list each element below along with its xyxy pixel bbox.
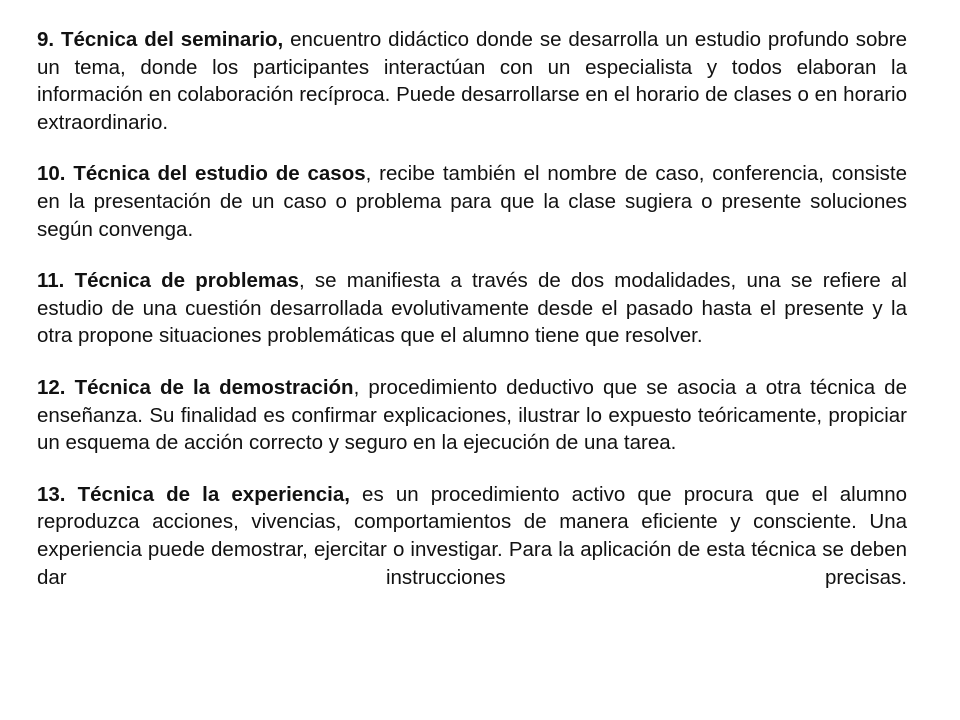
paragraph-tecnica-estudio-casos [37,160,907,243]
paragraph-tecnica-experiencia [37,481,907,591]
text-tecnica-experiencia: es un procedimiento activo que procura que el alumno reproduzca acciones, vivencias, comportamientos de manera eficiente y consciente. Una experiencia puede demostrar, ejercitar o investigar. Para la aplicación de esta técnica se deben dar instrucciones precisas. [37,482,907,589]
paragraph-tecnica-problemas [37,267,907,350]
term-tecnica-estudio-casos: 10. Técnica del estudio de casos [37,162,366,186]
term-tecnica-problemas: 11. Técnica de problemas [37,269,299,293]
text-tecnica-estudio-casos: , recibe también el nombre de caso, conferencia, consiste en la presentación de un caso o problema para que la clase sugiera o presente soluciones según convenga. [37,162,908,241]
term-tecnica-seminario: 9. Técnica del seminario, [37,28,284,51]
text-tecnica-problemas: , se manifiesta a través de dos modalidades, una se refiere al estudio de una cuestión desarrollada evolutivamente desde el pasado hasta el presente y la otra propone situaciones problemáticas que el alumno tiene que resolver. [37,269,907,348]
term-tecnica-experiencia: 13. Técnica de la experiencia, [37,482,350,506]
paragraph-tecnica-demostracion [37,374,907,457]
text-tecnica-seminario: encuentro didáctico donde se desarrolla un estudio profundo sobre un tema, donde los participantes interactúan con un especialista y todos elaboran la información en colaboración recíproca. Puede desarrollarse en el horario de clases o en horario extraordinario. [37,28,908,134]
slide-content [37,26,907,615]
paragraph-tecnica-seminario [37,26,907,136]
text-tecnica-demostracion: , procedimiento deductivo que se asocia a otra técnica de enseñanza. Su finalidad es confirmar explicaciones, ilustrar lo expuesto teóricamente, propiciar un esquema de acción correcto y seguro en la ejecución de una tarea. [37,375,907,455]
term-tecnica-demostracion: 12. Técnica de la demostración [37,375,354,399]
